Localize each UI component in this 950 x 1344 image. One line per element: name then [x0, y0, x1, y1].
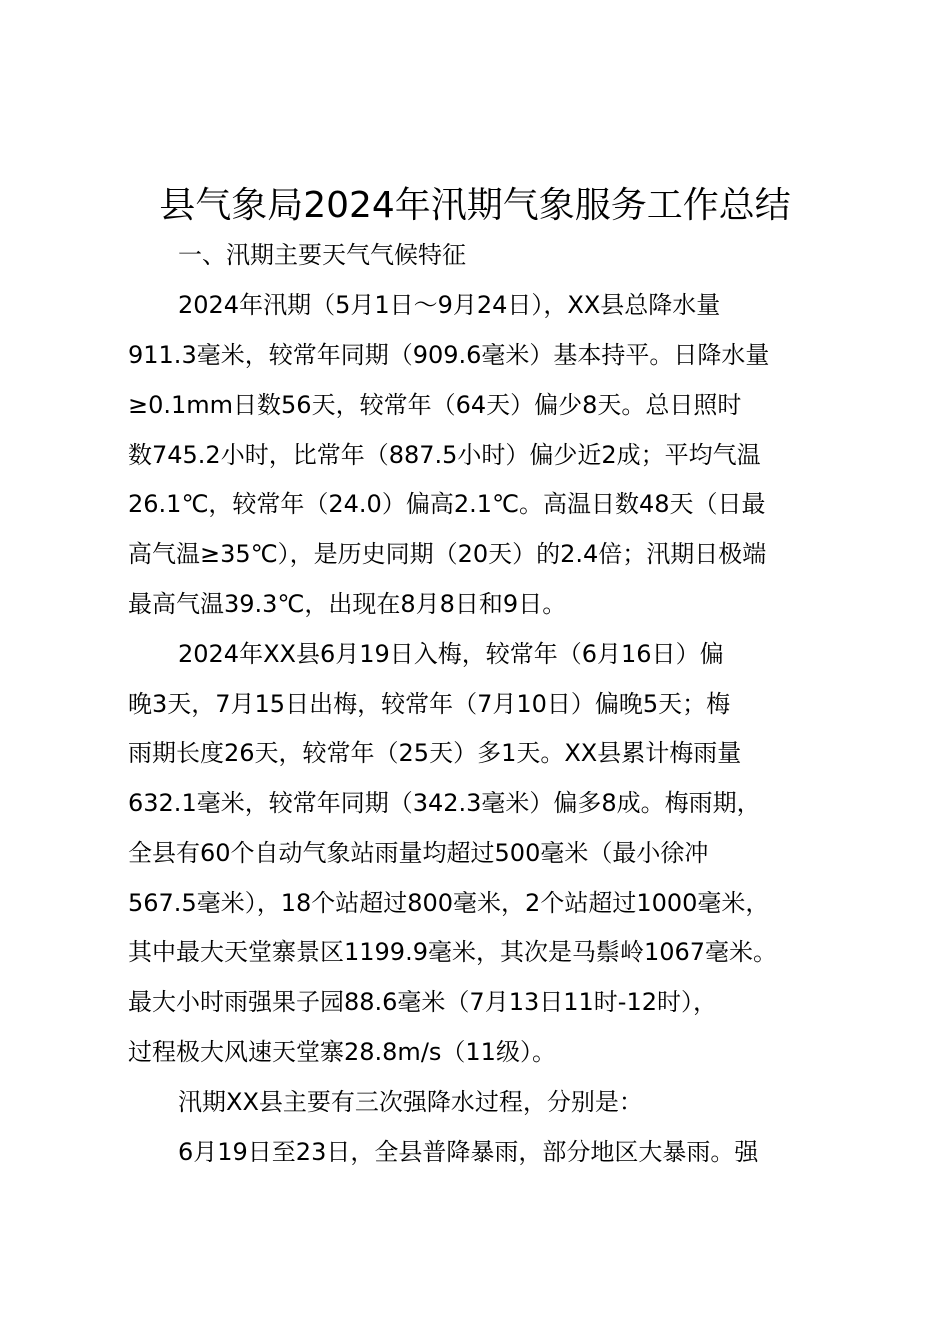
paragraph-line: 911.3毫米，较常年同期（909.6毫米）基本持平。日降水量 [128, 341, 770, 369]
paragraph-line: 数745.2小时，比常年（887.5小时）偏少近2成；平均气温 [128, 441, 761, 469]
paragraph-line: 6月19日至23日，全县普降暴雨，部分地区大暴雨。强 [178, 1138, 759, 1166]
paragraph-line: 567.5毫米），18个站超过800毫米，2个站超过1000毫米， [128, 889, 770, 917]
paragraph-line: 2024年XX县6月19日入梅，较常年（6月16日）偏 [178, 640, 724, 668]
paragraph-line: 26.1℃，较常年（24.0）偏高2.1℃。高温日数48天（日最 [128, 490, 766, 518]
paragraph-line: 雨期长度26天，较常年（25天）多1天。XX县累计梅雨量 [128, 739, 742, 767]
paragraph-line: 汛期XX县主要有三次强降水过程，分别是： [178, 1088, 643, 1116]
paragraph-line: ≥0.1mm日数56天，较常年（64天）偏少8天。总日照时 [128, 391, 742, 419]
document-title: 县气象局2024年汛期气象服务工作总结 [159, 185, 791, 226]
paragraph-line: 过程极大风速天堂寨28.8m/s（11级）。 [128, 1038, 556, 1066]
paragraph-line: 2024年汛期（5月1日～9月24日），XX县总降水量 [178, 291, 721, 319]
paragraph-line: 其中最大天堂寨景区1199.9毫米，其次是马鬃岭1067毫米。 [128, 938, 778, 966]
paragraph-line: 晚3天，7月15日出梅，较常年（7月10日）偏晚5天；梅 [128, 690, 731, 718]
paragraph-line: 最大小时雨强果子园88.6毫米（7月13日11时-12时）， [128, 988, 717, 1016]
paragraph-line: 全县有60个自动气象站雨量均超过500毫米（最小徐冲 [128, 839, 709, 867]
paragraph-line: 最高气温39.3℃，出现在8月8日和9日。 [128, 590, 567, 618]
paragraph-line: 632.1毫米，较常年同期（342.3毫米）偏多8成。梅雨期， [128, 789, 761, 817]
paragraph-line: 高气温≥35℃），是历史同期（20天）的2.4倍；汛期日极端 [128, 540, 767, 568]
section-heading: 一、汛期主要天气气候特征 [178, 241, 466, 269]
